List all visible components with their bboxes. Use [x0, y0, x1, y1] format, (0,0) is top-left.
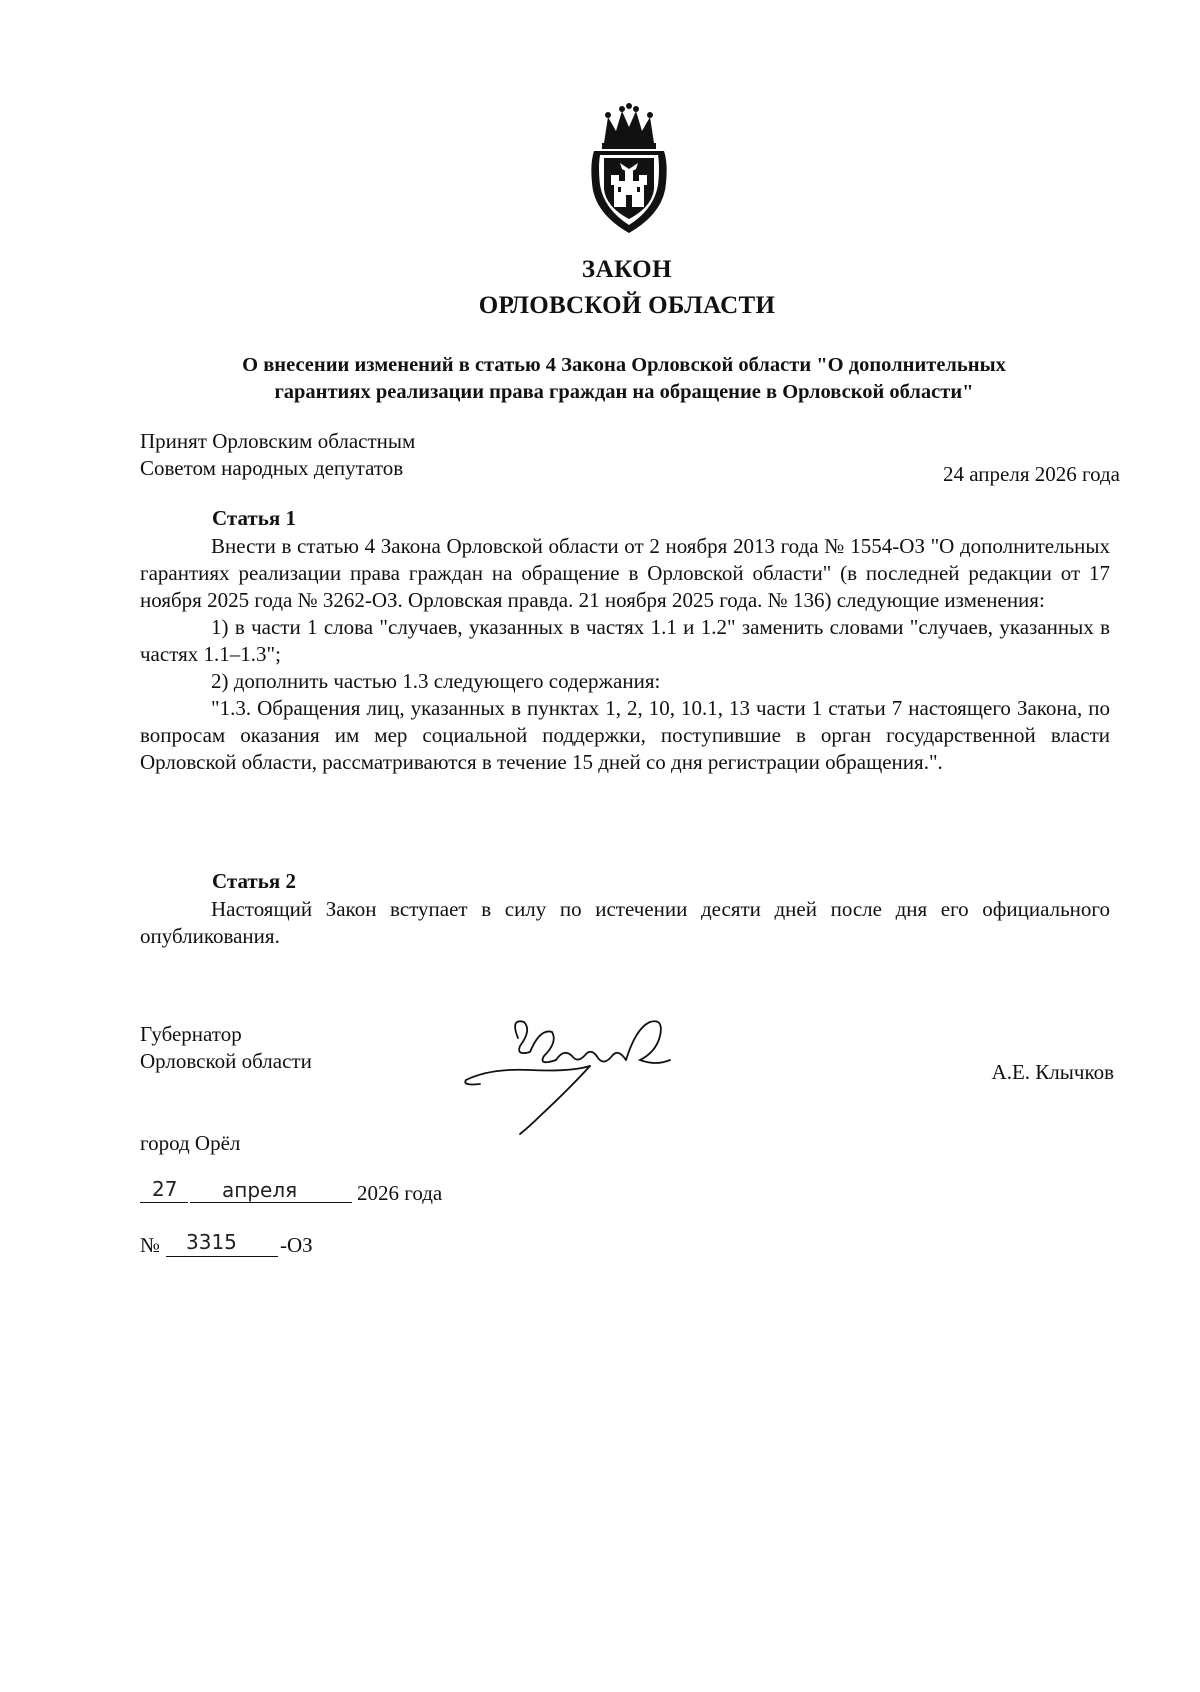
signatory-name: А.Е. Клычков — [991, 1060, 1114, 1084]
handwritten-signature — [460, 1008, 700, 1136]
number-prefix: № — [140, 1233, 161, 1257]
article1-paragraph: 2) дополнить частью 1.3 следующего содержания: — [211, 669, 661, 693]
article2-heading: Статья 2 — [212, 869, 296, 893]
adoption-date: 24 апреля 2026 года — [943, 462, 1120, 486]
city: город Орёл — [140, 1131, 241, 1155]
day-underline — [140, 1202, 188, 1203]
coat-of-arms-emblem — [584, 103, 674, 239]
article1-paragraph: Внести в статью 4 Закона Орловской области от 2 ноября 2013 года № 1554-ОЗ "О дополнительных гарантиях реализации права граждан на обращение в Орловской области" (в последней редакции от 17 ноября 2025 года № 3262-ОЗ. Орловская правда. 21 ноября 2025 года. № 136) следующие изменения: — [140, 534, 1110, 612]
handwritten-number: 3315 — [186, 1230, 237, 1254]
adoption-line1: Принят Орловским областным — [140, 429, 416, 453]
number-underline — [166, 1256, 278, 1257]
article2-body — [140, 896, 1110, 950]
number-suffix: -ОЗ — [280, 1233, 313, 1257]
signatory-position-line2: Орловской области — [140, 1049, 312, 1073]
article1-heading: Статья 1 — [212, 506, 296, 530]
document-title-line2: ОРЛОВСКОЙ ОБЛАСТИ — [478, 292, 776, 319]
document-subject — [170, 352, 1078, 406]
article1-paragraph: 1) в части 1 слова "случаев, указанных в частях 1.1 и 1.2" заменить словами "случаев, указанных в частях 1.1–1.3"; — [140, 615, 1110, 666]
subject-line1: О внесении изменений в статью 4 Закона Орловской области "О дополнительных — [242, 354, 1006, 376]
adoption-line2: Советом народных депутатов — [140, 456, 404, 480]
year-text: 2026 года — [357, 1181, 443, 1205]
subject-line2: гарантиях реализации права граждан на обращение в Орловской области" — [274, 381, 974, 403]
handwritten-month: апреля — [222, 1178, 298, 1202]
month-underline — [190, 1202, 352, 1203]
article1-body — [140, 533, 1110, 776]
document-title-line1: ЗАКОН — [581, 256, 673, 283]
article1-paragraph: "1.3. Обращения лиц, указанных в пунктах 1, 2, 10, 10.1, 13 части 1 статьи 7 настоящего Закона, по вопросам оказания им мер социальной поддержки, поступившие в орган государственной власти Орловской области, рассматриваются в течение 15 дней со дня регистрации обращения.". — [140, 696, 1110, 774]
signatory-position-line1: Губернатор — [140, 1022, 242, 1046]
article2-paragraph: Настоящий Закон вступает в силу по истечении десяти дней после дня его официального опубликования. — [140, 897, 1110, 948]
handwritten-day: 27 — [152, 1177, 178, 1201]
